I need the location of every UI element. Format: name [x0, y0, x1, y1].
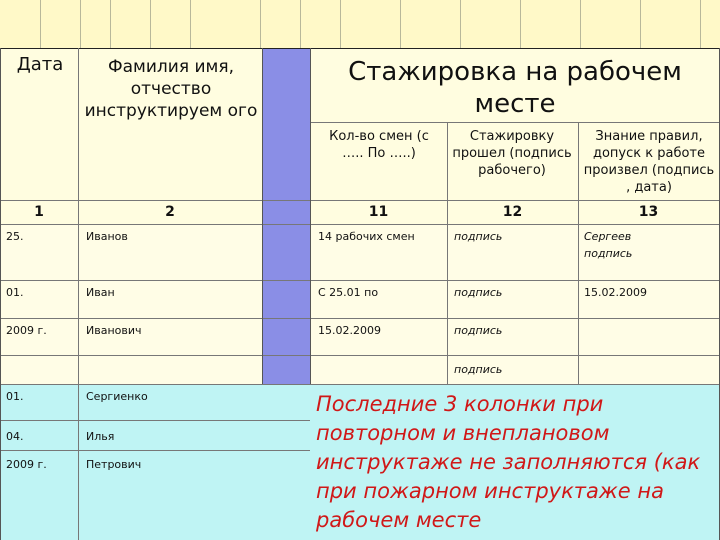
col-number: 2 — [165, 204, 175, 220]
col-number: 1 — [34, 204, 44, 220]
rule — [0, 420, 310, 421]
row-name: Сергиенко — [86, 390, 148, 403]
rule — [0, 48, 1, 540]
rule — [0, 384, 720, 385]
col-number: 11 — [368, 204, 389, 220]
rule — [0, 318, 720, 319]
row-passed: подпись — [454, 230, 503, 243]
header-internship: Стажировка на рабочем месте — [348, 57, 682, 119]
rule — [262, 48, 263, 384]
rule — [0, 200, 720, 201]
header-passed: Стажировку прошел (подпись рабочего) — [452, 129, 572, 178]
decor-line — [520, 0, 521, 48]
row-date: 2009 г. — [6, 458, 47, 471]
row-name: Илья — [86, 430, 115, 443]
row-date: 01. — [6, 286, 24, 299]
decor-line — [580, 0, 581, 48]
decor-line — [190, 0, 191, 48]
row-name: Петрович — [86, 458, 142, 471]
rule — [0, 450, 310, 451]
separator-column — [262, 48, 310, 384]
row-name: Иванович — [86, 324, 142, 337]
rule — [310, 122, 720, 123]
decor-line — [260, 0, 261, 48]
row-name: Иван — [86, 286, 115, 299]
border-top — [0, 48, 720, 49]
row-knowledge: 15.02.2009 — [584, 286, 647, 299]
row-passed: подпись — [454, 324, 503, 337]
row-date: 01. — [6, 390, 24, 403]
decor-line — [40, 0, 41, 48]
note-gap — [262, 384, 310, 540]
row-passed: подпись — [454, 286, 503, 299]
header-knowledge: Знание правил, допуск к работе произвел (подпись , дата) — [583, 129, 715, 195]
header-date: Дата — [16, 54, 64, 75]
rule — [447, 122, 448, 384]
row-knowledge: Сергеев подпись — [584, 230, 633, 260]
row-date: 2009 г. — [6, 324, 47, 337]
decor-line — [300, 0, 301, 48]
decor-line — [400, 0, 401, 48]
decor-line — [460, 0, 461, 48]
col-number: 13 — [638, 204, 659, 220]
top-strip — [0, 0, 720, 48]
decor-line — [700, 0, 701, 48]
row-date: 04. — [6, 430, 24, 443]
row-shifts: С 25.01 по — [318, 286, 379, 299]
header-name: Фамилия имя, отчество инструктируем ого — [84, 57, 258, 121]
row-name: Иванов — [86, 230, 128, 243]
rule — [578, 122, 579, 384]
note-text: Последние 3 колонки при повторном и внеплановом инструктаже не заполняются (как при пожарном инструктаже на рабочем месте — [316, 392, 701, 532]
row-date: 25. — [6, 230, 24, 243]
col-number: 12 — [502, 204, 523, 220]
rule — [78, 48, 79, 540]
decor-line — [80, 0, 81, 48]
rule — [0, 355, 720, 356]
rule — [0, 224, 720, 225]
header-shifts: Кол-во смен (с ….. По …..) — [329, 129, 429, 161]
row-shifts: 15.02.2009 — [318, 324, 381, 337]
row-shifts: 14 рабочих смен — [318, 230, 415, 243]
decor-line — [640, 0, 641, 48]
decor-line — [110, 0, 111, 48]
decor-line — [150, 0, 151, 48]
decor-line — [340, 0, 341, 48]
rule — [0, 280, 720, 281]
row-passed: подпись — [454, 363, 503, 376]
